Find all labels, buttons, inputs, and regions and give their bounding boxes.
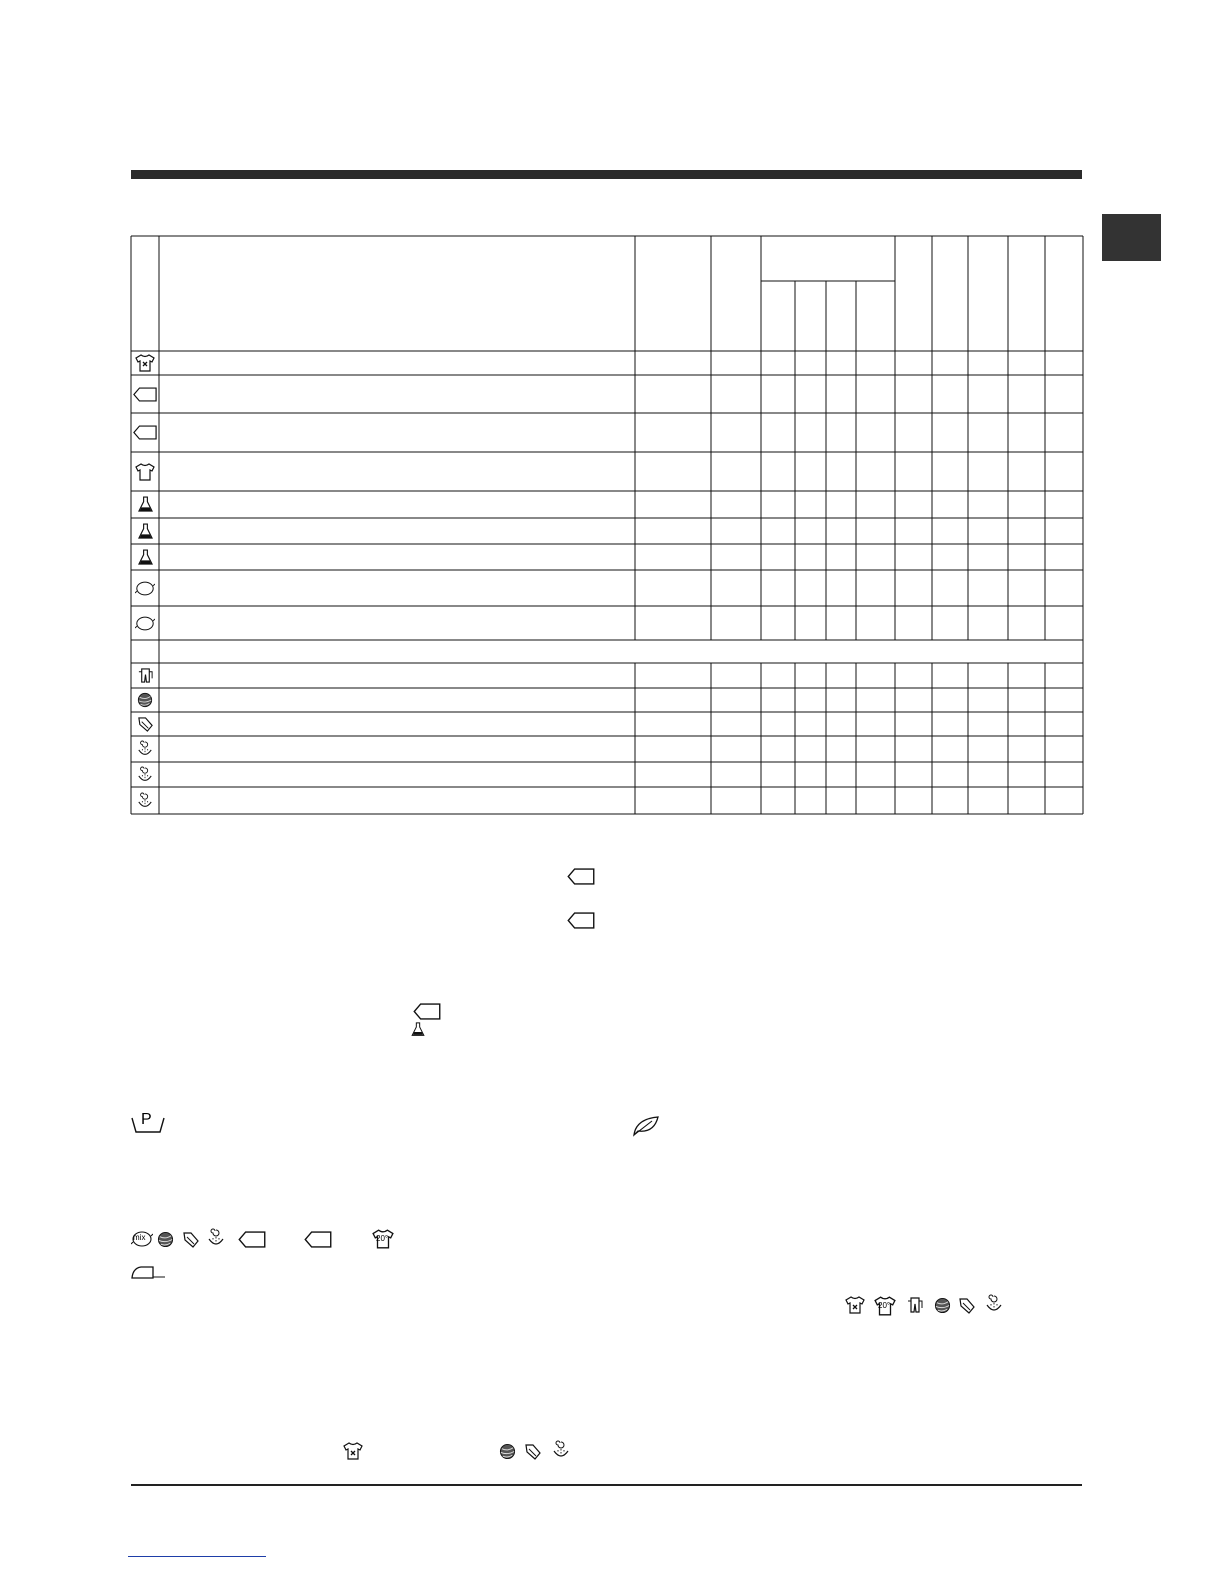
- footer-link-underline: [128, 1556, 266, 1557]
- delicates-icon: [137, 716, 154, 733]
- spin-basin-icon: [985, 1292, 1003, 1316]
- flask-icon: [411, 1022, 425, 1037]
- tag-icon: [238, 1231, 266, 1248]
- bottom-rule: [131, 1484, 1082, 1486]
- tag-icon: [413, 1003, 441, 1020]
- mix-label: mix: [133, 1233, 146, 1242]
- tag-icon: [304, 1231, 332, 1248]
- mix-icon: [135, 580, 155, 597]
- tag-icon: [133, 387, 157, 402]
- flask-icon: [138, 496, 153, 513]
- flask-icon: [138, 523, 153, 540]
- wool-icon: [137, 692, 153, 708]
- delicates-icon: [958, 1297, 976, 1315]
- tag-icon: [133, 425, 157, 440]
- shirt-stain-icon: [343, 1442, 363, 1460]
- wool-icon: [934, 1297, 951, 1314]
- shirt-20-label: 20°: [376, 1234, 389, 1243]
- delicates-icon: [524, 1443, 542, 1461]
- shirt-20-icon: [135, 463, 155, 481]
- flask-icon: [138, 549, 153, 566]
- spin-basin-icon: [552, 1438, 570, 1462]
- spin-basin-icon: [137, 765, 153, 785]
- tag-icon: [567, 868, 595, 885]
- wool-icon: [157, 1231, 174, 1248]
- spin-basin-icon: [137, 739, 153, 759]
- tag-icon: [567, 912, 595, 929]
- spin-basin-icon: [207, 1226, 225, 1250]
- prewash-letter: P: [141, 1111, 152, 1128]
- jeans-icon: [906, 1296, 924, 1314]
- iron-icon: [131, 1264, 165, 1280]
- spin-basin-icon: [137, 791, 153, 811]
- mix-icon: [135, 615, 155, 632]
- shirt-20-label: 20°: [878, 1301, 891, 1310]
- shirt-stain-icon: [845, 1296, 865, 1314]
- leaf-icon: [632, 1115, 660, 1137]
- shirt-stain-icon: [135, 354, 155, 372]
- wool-icon: [499, 1443, 516, 1460]
- jeans-icon: [137, 667, 154, 684]
- delicates-icon: [182, 1231, 200, 1249]
